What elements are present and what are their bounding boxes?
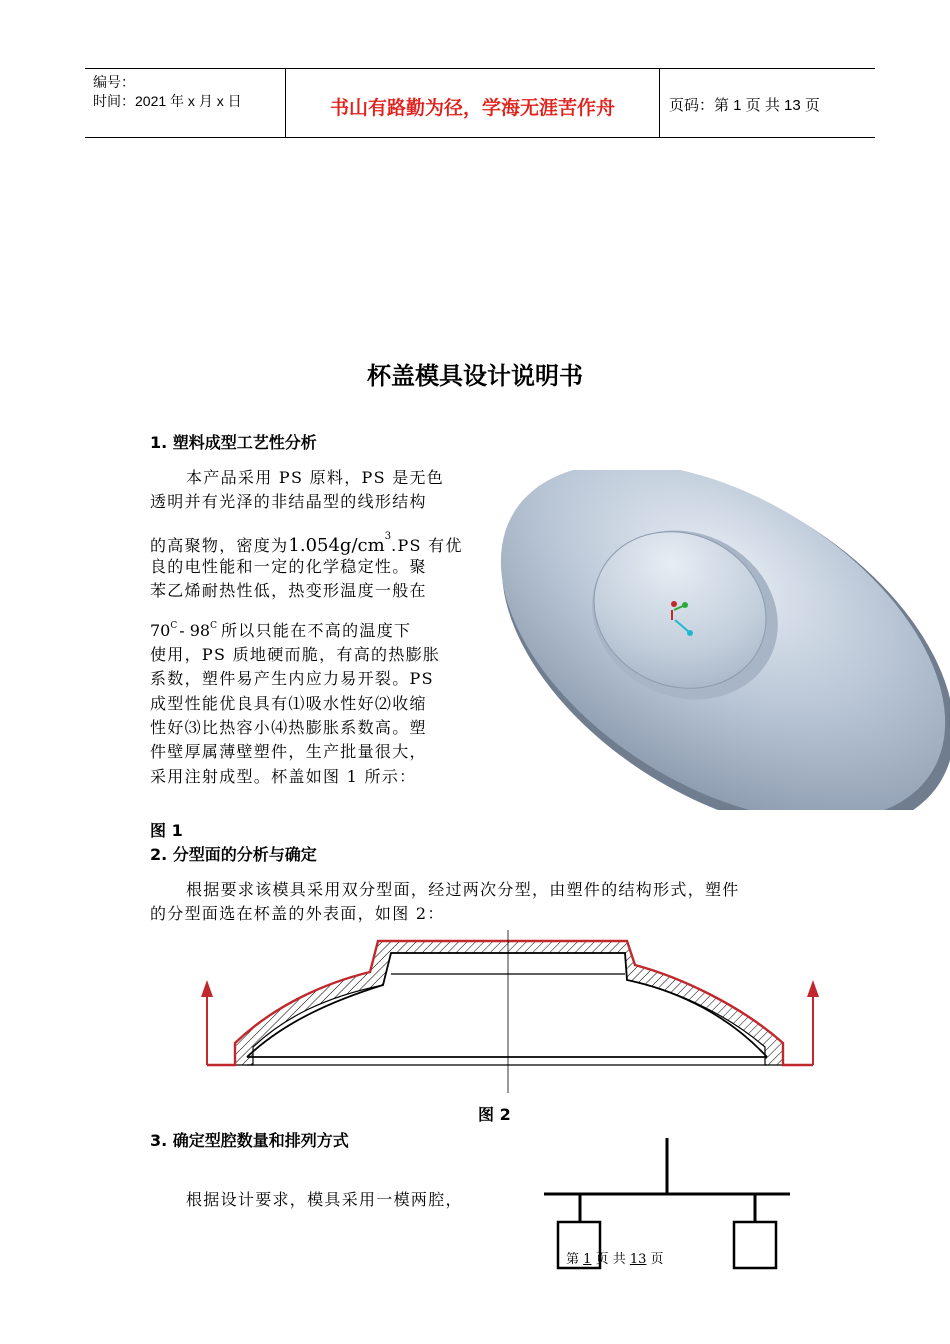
section1-paragraph — [150, 466, 472, 789]
para-line: 成型性能优良具有⑴吸水性好⑵收缩 — [150, 693, 427, 713]
section2-paragraph — [150, 878, 830, 927]
para-line: 性好⑶比热容小⑷热膨胀系数高。塑 — [150, 718, 427, 738]
temp-high: - 98 — [179, 621, 211, 641]
section3-heading: 3. 确定型腔数量和排列方式 — [150, 1131, 349, 1150]
para-line: 根据要求该模具采用双分型面，经过两次分型，由塑件的结构形式，塑件 — [186, 880, 740, 899]
document-title: 杯盖模具设计说明书 — [367, 362, 583, 390]
header-page-label: 页码：第 1 页 共 13 页 — [669, 97, 820, 114]
page-header — [85, 68, 875, 138]
density-suffix: .PS 有优 — [391, 535, 463, 555]
density-exponent: 3 — [384, 530, 392, 542]
para-line: 采用注射成型。杯盖如图 1 所示： — [150, 766, 417, 786]
header-motto-cell — [285, 69, 660, 137]
para-line: 使用，PS 质地硬而脆，有高的热膨胀 — [150, 645, 441, 665]
footer-page-total: 13 — [629, 1252, 647, 1267]
footer-mid: 页 共 — [595, 1252, 626, 1267]
para-line: 件壁厚属薄壁塑件，生产批量很大， — [150, 742, 427, 762]
density-value: 1.054g/cm — [288, 534, 385, 556]
figure2-parting-surface-diagram — [195, 925, 825, 1095]
section1-heading: 1. 塑料成型工艺性分析 — [150, 433, 317, 452]
figure1-label: 图 1 — [150, 821, 183, 840]
para-line: 苯乙烯耐热性低，热变形温度一般在 — [150, 580, 427, 600]
doc-number-label: 编号： — [93, 74, 135, 90]
temp-unit-low: C — [170, 621, 178, 632]
para-line-temperature — [150, 603, 472, 643]
temp-low: 70 — [150, 621, 171, 641]
temp-unit-high: C — [210, 621, 217, 632]
temp-suffix: 所以只能在不高的温度下 — [221, 621, 412, 641]
para-line: 的分型面选在杯盖的外表面，如图 2： — [150, 904, 445, 924]
para-line: 良的电性能和一定的化学稳定性。聚 — [150, 556, 427, 576]
para-line: 系数，塑件易产生内应力易开裂。PS — [150, 669, 434, 689]
para-line: 本产品采用 PS 原料，PS 是无色 — [186, 468, 445, 487]
header-right-cell — [659, 69, 875, 137]
footer-page-number — [566, 1248, 664, 1267]
para-line: 透明并有光泽的非结晶型的线形结构 — [150, 492, 427, 512]
footer-prefix: 第 — [566, 1252, 580, 1267]
figure2-label: 图 2 — [478, 1105, 511, 1124]
doc-time-label: 时间：2021 年 x 月 x 日 — [93, 93, 242, 109]
figure1-cup-lid-render — [480, 470, 950, 810]
density-prefix: 的高聚物，密度为 — [150, 535, 289, 555]
para-line-density — [150, 519, 472, 555]
footer-page-num: 1 — [583, 1252, 592, 1267]
footer-suffix: 页 — [650, 1252, 664, 1267]
motto-text: 书山有路勤为径，学海无涯苦作舟 — [329, 98, 615, 119]
header-left-cell — [85, 69, 285, 137]
section3-paragraph: 根据设计要求，模具采用一模两腔， — [186, 1190, 463, 1209]
section2-heading: 2. 分型面的分析与确定 — [150, 845, 317, 864]
